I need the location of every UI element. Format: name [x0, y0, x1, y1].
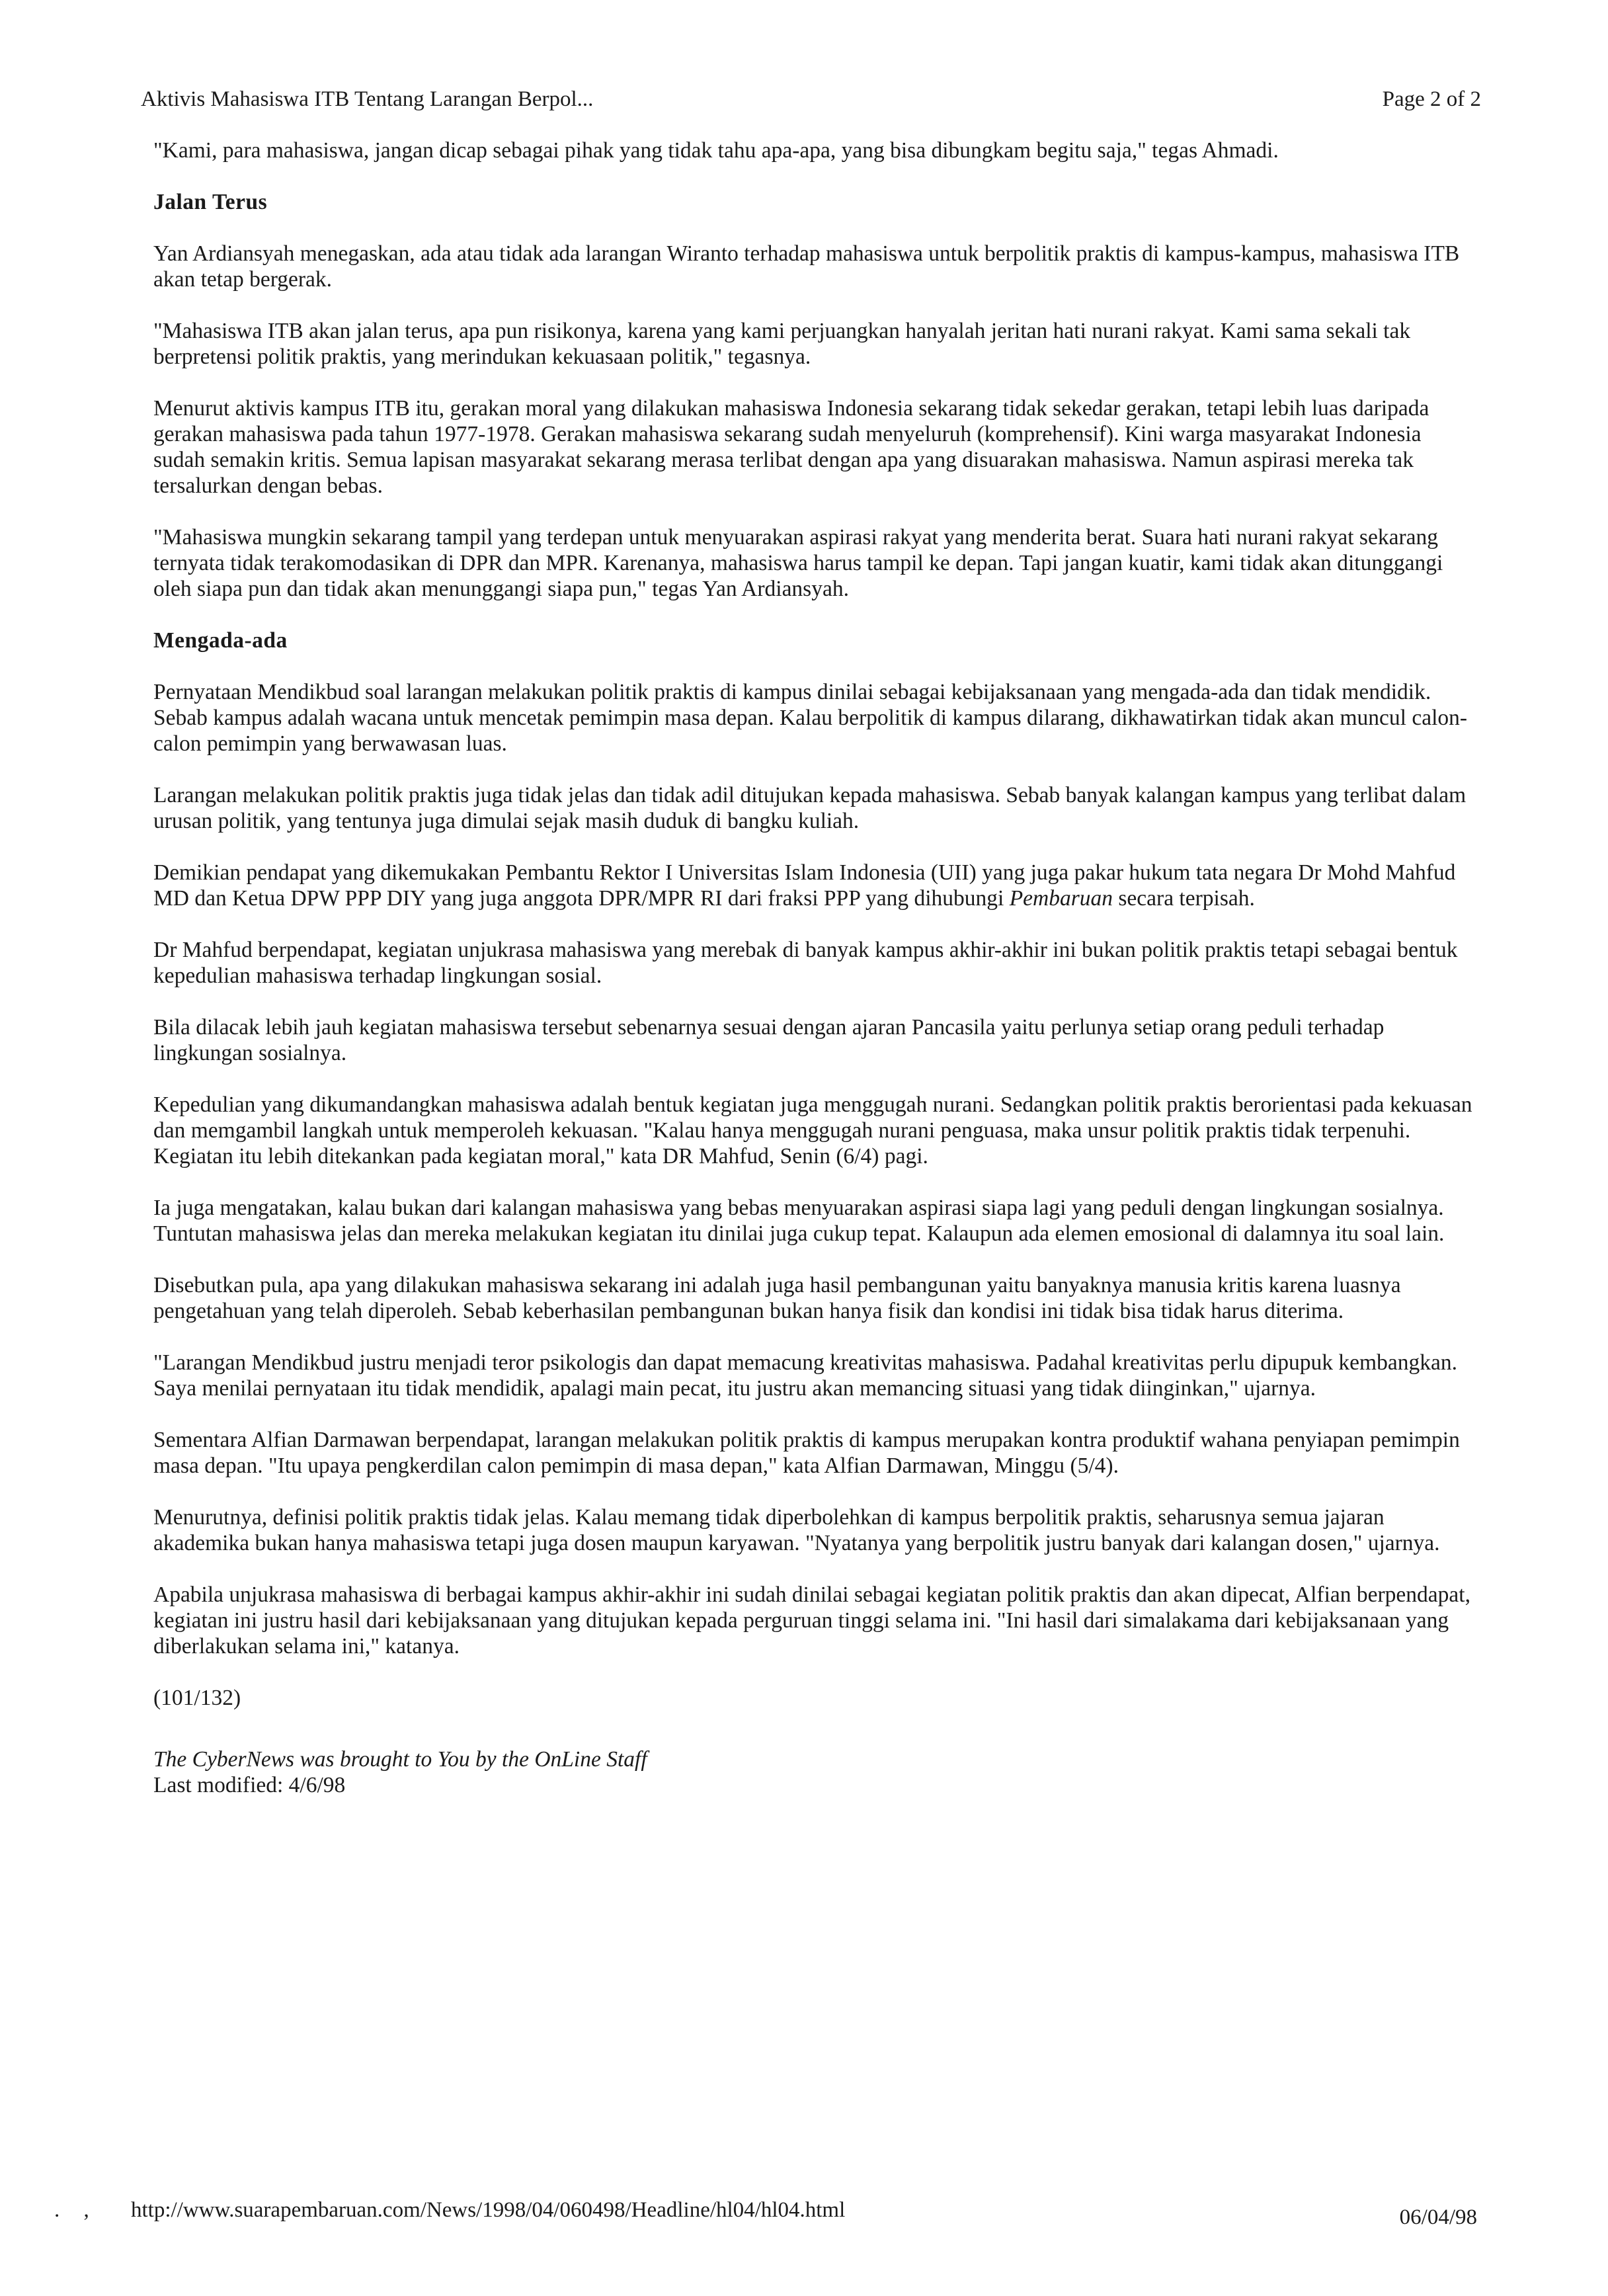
page-number: Page 2 of 2 [1382, 87, 1481, 111]
paragraph: Kepedulian yang dikumandangkan mahasiswa adalah bentuk kegiatan juga menggugah nurani. Sedangkan politik praktis berorientasi pada kekuasan dan memgambil langkah untuk memperoleh kekuasan. "Kalau hanya menggugah nurani penguasa, maka unsur politik praktis tidak terpenuhi. Kegiatan itu lebih ditekankan pada kegiatan moral," kata DR Mahfud, Senin (6/4) pagi. [153, 1092, 1472, 1168]
paragraph: Disebutkan pula, apa yang dilakukan mahasiswa sekarang ini adalah juga hasil pembangunan yaitu banyaknya manusia kritis karena luasnya pengetahuan yang telah diperoleh. Sebab keberhasilan pembangunan bukan hanya fisik dan kondisi ini tidak bisa tidak harus diterima. [153, 1273, 1401, 1323]
source-url: http://www.suarapembaruan.com/News/1998/04/060498/Headline/hl04/hl04.html [131, 2198, 846, 2222]
paragraph: Dr Mahfud berpendapat, kegiatan unjukrasa mahasiswa yang merebak di banyak kampus akhir-akhir ini bukan politik praktis tetapi sebagai bentuk kepedulian mahasiswa terhadap lingkungan sosial. [153, 938, 1458, 988]
paragraph [153, 860, 1473, 911]
paragraph: "Kami, para mahasiswa, jangan dicap sebagai pihak yang tidak tahu apa-apa, yang bisa dibungkam begitu saja," tegas Ahmadi. [153, 138, 1279, 163]
paragraph: Bila dilacak lebih jauh kegiatan mahasiswa tersebut sebenarnya sesuai dengan ajaran Pancasila yaitu perlunya setiap orang peduli terhadap lingkungan sosialnya. [153, 1015, 1385, 1065]
paragraph: "Larangan Mendikbud justru menjadi teror psikologis dan dapat memacung kreativitas mahasiswa. Padahal kreativitas perlu dipupuk kembangkan. Saya menilai pernyataan itu tidak mendidik, apalagi main pecat, itu justru akan memancing situasi yang tidak diinginkan," ujarnya. [153, 1350, 1457, 1401]
paragraph: "Mahasiswa mungkin sekarang tampil yang terdepan untuk menyuarakan aspirasi rakyat yang menderita berat. Suara hati nurani rakyat sekarang ternyata tidak terakomodasikan di DPR dan MPR. Karenanya, mahasiswa harus tampil ke depan. Tapi jangan kuatir, kami tidak akan ditunggangi oleh siapa pun dan tidak akan menunggangi siapa pun," tegas Yan Ardiansyah. [153, 525, 1443, 601]
paragraph: Apabila unjukrasa mahasiswa di berbagai kampus akhir-akhir ini sudah dinilai sebagai kegiatan politik praktis dan akan dipecat, Alfian berpendapat, kegiatan ini justru hasil dari kebijaksanaan yang ditujukan kepada perguruan tinggi selama ini. "Ini hasil dari simalakama dari kebijaksanaan yang diberlakukan selama ini," katanya. [153, 1582, 1470, 1659]
paragraph: Menurutnya, definisi politik praktis tidak jelas. Kalau memang tidak diperbolehkan di kampus berpolitik praktis, seharusnya semua jajaran akademika bukan hanya mahasiswa tetapi juga dosen maupun karyawan. "Nyatanya yang berpolitik justru banyak dari kalangan dosen," ujarnya. [153, 1505, 1440, 1555]
credit-line: The CyberNews was brought to You by the OnLine Staff [153, 1747, 647, 1772]
article-reference-code: (101/132) [153, 1686, 241, 1710]
paragraph: Ia juga mengatakan, kalau bukan dari kalangan mahasiswa yang bebas menyuarakan aspirasi siapa lagi yang peduli dengan lingkungan sosialnya. Tuntutan mahasiswa jelas dan mereka melakukan kegiatan itu dinilai juga cukup tepat. Kalaupun ada elemen emosional di dalamnya itu soal lain. [153, 1196, 1445, 1246]
paragraph-text: secara terpisah. [1113, 886, 1255, 911]
section-heading: Mengada-ada [153, 628, 288, 653]
page-header-title: Aktivis Mahasiswa ITB Tentang Larangan Berpol... [141, 87, 594, 111]
paragraph: Menurut aktivis kampus ITB itu, gerakan moral yang dilakukan mahasiswa Indonesia sekarang tidak sekedar gerakan, tetapi lebih luas daripada gerakan mahasiswa pada tahun 1977-1978. Gerakan mahasiswa sekarang sudah menyeluruh (komprehensif). Kini warga masyarakat Indonesia sudah semakin kritis. Semua lapisan masyarakat sekarang merasa terlibat dengan apa yang disuarakan mahasiswa. Namun aspirasi mereka tak tersalurkan dengan bebas. [153, 396, 1429, 498]
page-footer-url-line [54, 2197, 845, 2223]
section-heading: Jalan Terus [153, 190, 268, 214]
paragraph-text: Demikian pendapat yang dikemukakan Pembantu Rektor I Universitas Islam Indonesia (UII) yang juga pakar hukum tata negara Dr Mohd Mahfud MD dan Ketua DPW PPP DIY yang juga anggota DPR/MPR RI dari fraksi PPP yang dihubungi [153, 860, 1456, 911]
scan-marks: . , [54, 2198, 99, 2222]
last-modified: Last modified: 4/6/98 [153, 1773, 346, 1797]
publication-name: Pembaruan [1009, 886, 1113, 911]
paragraph: Pernyataan Mendikbud soal larangan melakukan politik praktis di kampus dinilai sebagai kebijaksanaan yang mengada-ada dan tidak mendidik. Sebab kampus adalah wacana untuk mencetak pemimpin masa depan. Kalau berpolitik di kampus dilarang, dikhawatirkan tidak akan muncul calon-calon pemimpin yang berwawasan luas. [153, 680, 1468, 756]
paragraph: Yan Ardiansyah menegaskan, ada atau tidak ada larangan Wiranto terhadap mahasiswa untuk berpolitik praktis di kampus-kampus, mahasiswa ITB akan tetap bergerak. [153, 241, 1460, 292]
paragraph: "Mahasiswa ITB akan jalan terus, apa pun risikonya, karena yang kami perjuangkan hanyalah jeritan hati nurani rakyat. Kami sama sekali tak berpretensi politik praktis, yang merindukan kekuasaan politik," tegasnya. [153, 319, 1411, 369]
article-body [153, 138, 1473, 1798]
paragraph: Sementara Alfian Darmawan berpendapat, larangan melakukan politik praktis di kampus merupakan kontra produktif wahana penyiapan pemimpin masa depan. "Itu upaya pengkerdilan calon pemimpin di masa depan," kata Alfian Darmawan, Minggu (5/4). [153, 1428, 1460, 1478]
print-date: 06/04/98 [1399, 2205, 1477, 2229]
paragraph: Larangan melakukan politik praktis juga tidak jelas dan tidak adil ditujukan kepada mahasiswa. Sebab banyak kalangan kampus yang terlibat dalam urusan politik, yang tentunya juga dimulai sejak masih duduk di bangku kuliah. [153, 783, 1467, 833]
